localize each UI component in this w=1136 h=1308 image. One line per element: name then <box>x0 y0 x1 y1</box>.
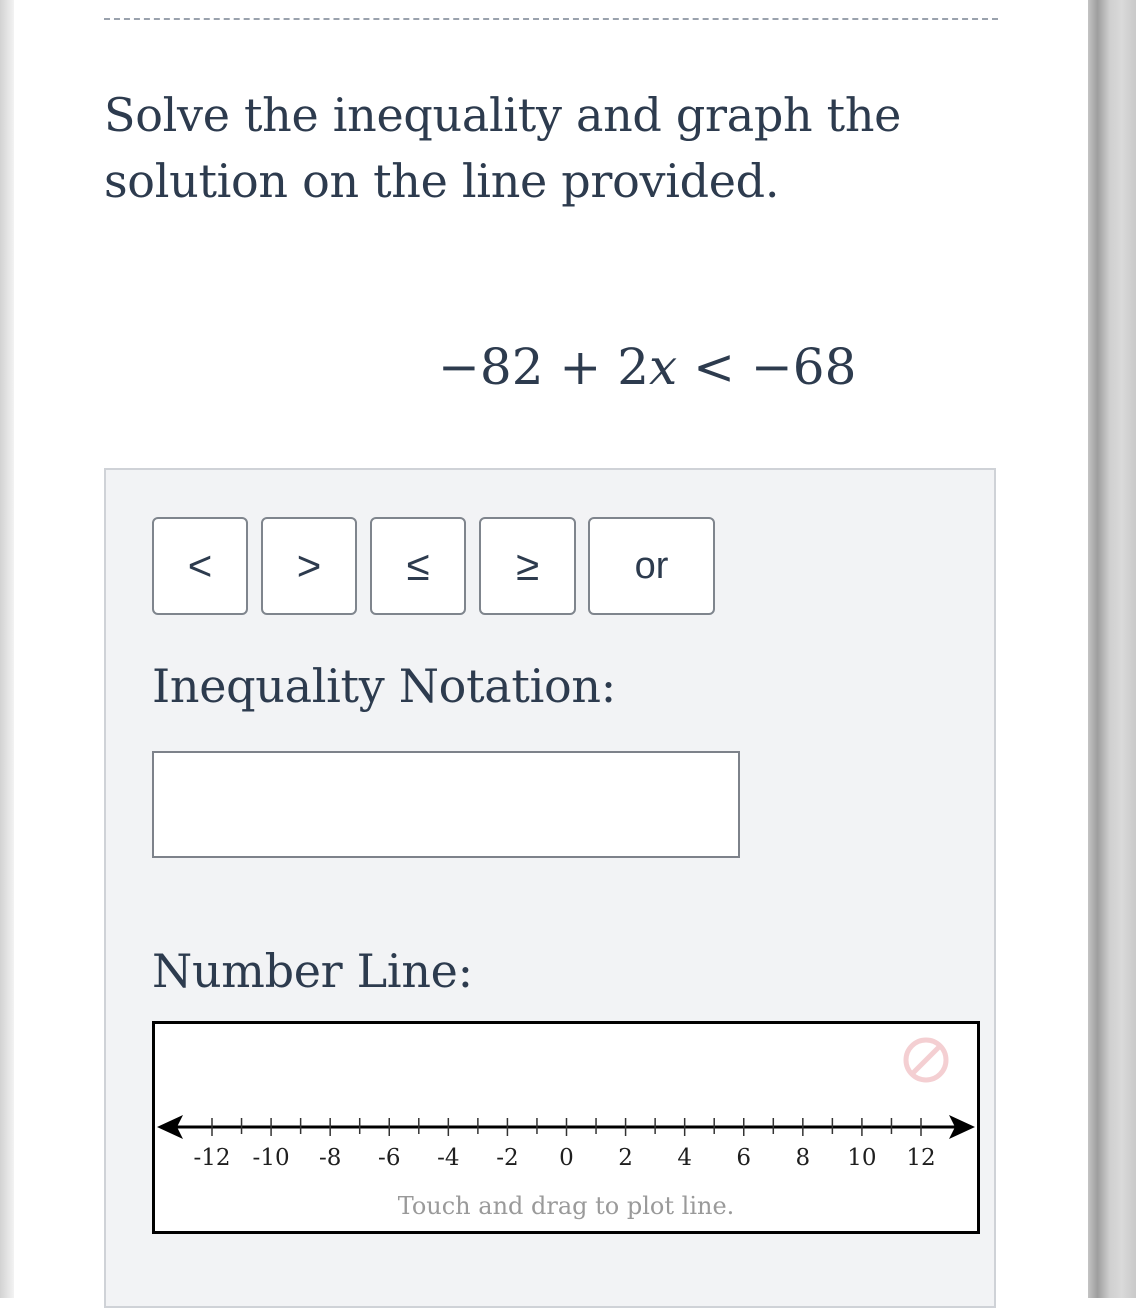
greater-than-button[interactable]: > <box>261 517 357 615</box>
clear-button[interactable] <box>906 1040 946 1080</box>
drag-hint: Touch and drag to plot line. <box>397 1192 735 1220</box>
tick-label: -6 <box>378 1145 401 1171</box>
tick-label: 10 <box>847 1145 877 1171</box>
equation-variable: x <box>649 338 678 396</box>
window-left-edge <box>0 0 14 1298</box>
less-than-button[interactable]: < <box>152 517 248 615</box>
number-line-svg[interactable] <box>155 1024 977 1231</box>
tick-label: 8 <box>795 1145 811 1171</box>
tick-label: 12 <box>906 1145 936 1171</box>
tick-label: -4 <box>437 1145 460 1171</box>
inequality-notation-input[interactable] <box>152 751 740 858</box>
section-divider <box>104 18 998 20</box>
equation-right: < −68 <box>677 338 857 396</box>
tick-label: -10 <box>252 1145 290 1171</box>
number-line-canvas[interactable] <box>152 1021 980 1234</box>
tick-label: -12 <box>193 1145 231 1171</box>
tick-label: 0 <box>559 1145 574 1171</box>
greater-equal-button[interactable]: ≥ <box>479 517 576 615</box>
inequality-notation-label: Inequality Notation: <box>152 659 616 713</box>
tick-label: -2 <box>496 1145 519 1171</box>
question-prompt: Solve the inequality and graph the solution on the line provided. <box>104 88 902 208</box>
or-button[interactable]: or <box>588 517 715 615</box>
number-line-label: Number Line: <box>152 944 473 998</box>
tick-label: 4 <box>677 1145 692 1171</box>
less-equal-button[interactable]: ≤ <box>370 517 466 615</box>
equation-left: −82 + 2 <box>438 338 650 396</box>
tick-label: 6 <box>736 1145 752 1171</box>
no-entry-icon[interactable] <box>906 1040 946 1080</box>
tick-label: -8 <box>318 1145 342 1171</box>
inequality-equation <box>438 334 856 400</box>
window-scrollbar[interactable] <box>1088 0 1136 1298</box>
tick-label: 2 <box>618 1145 633 1171</box>
